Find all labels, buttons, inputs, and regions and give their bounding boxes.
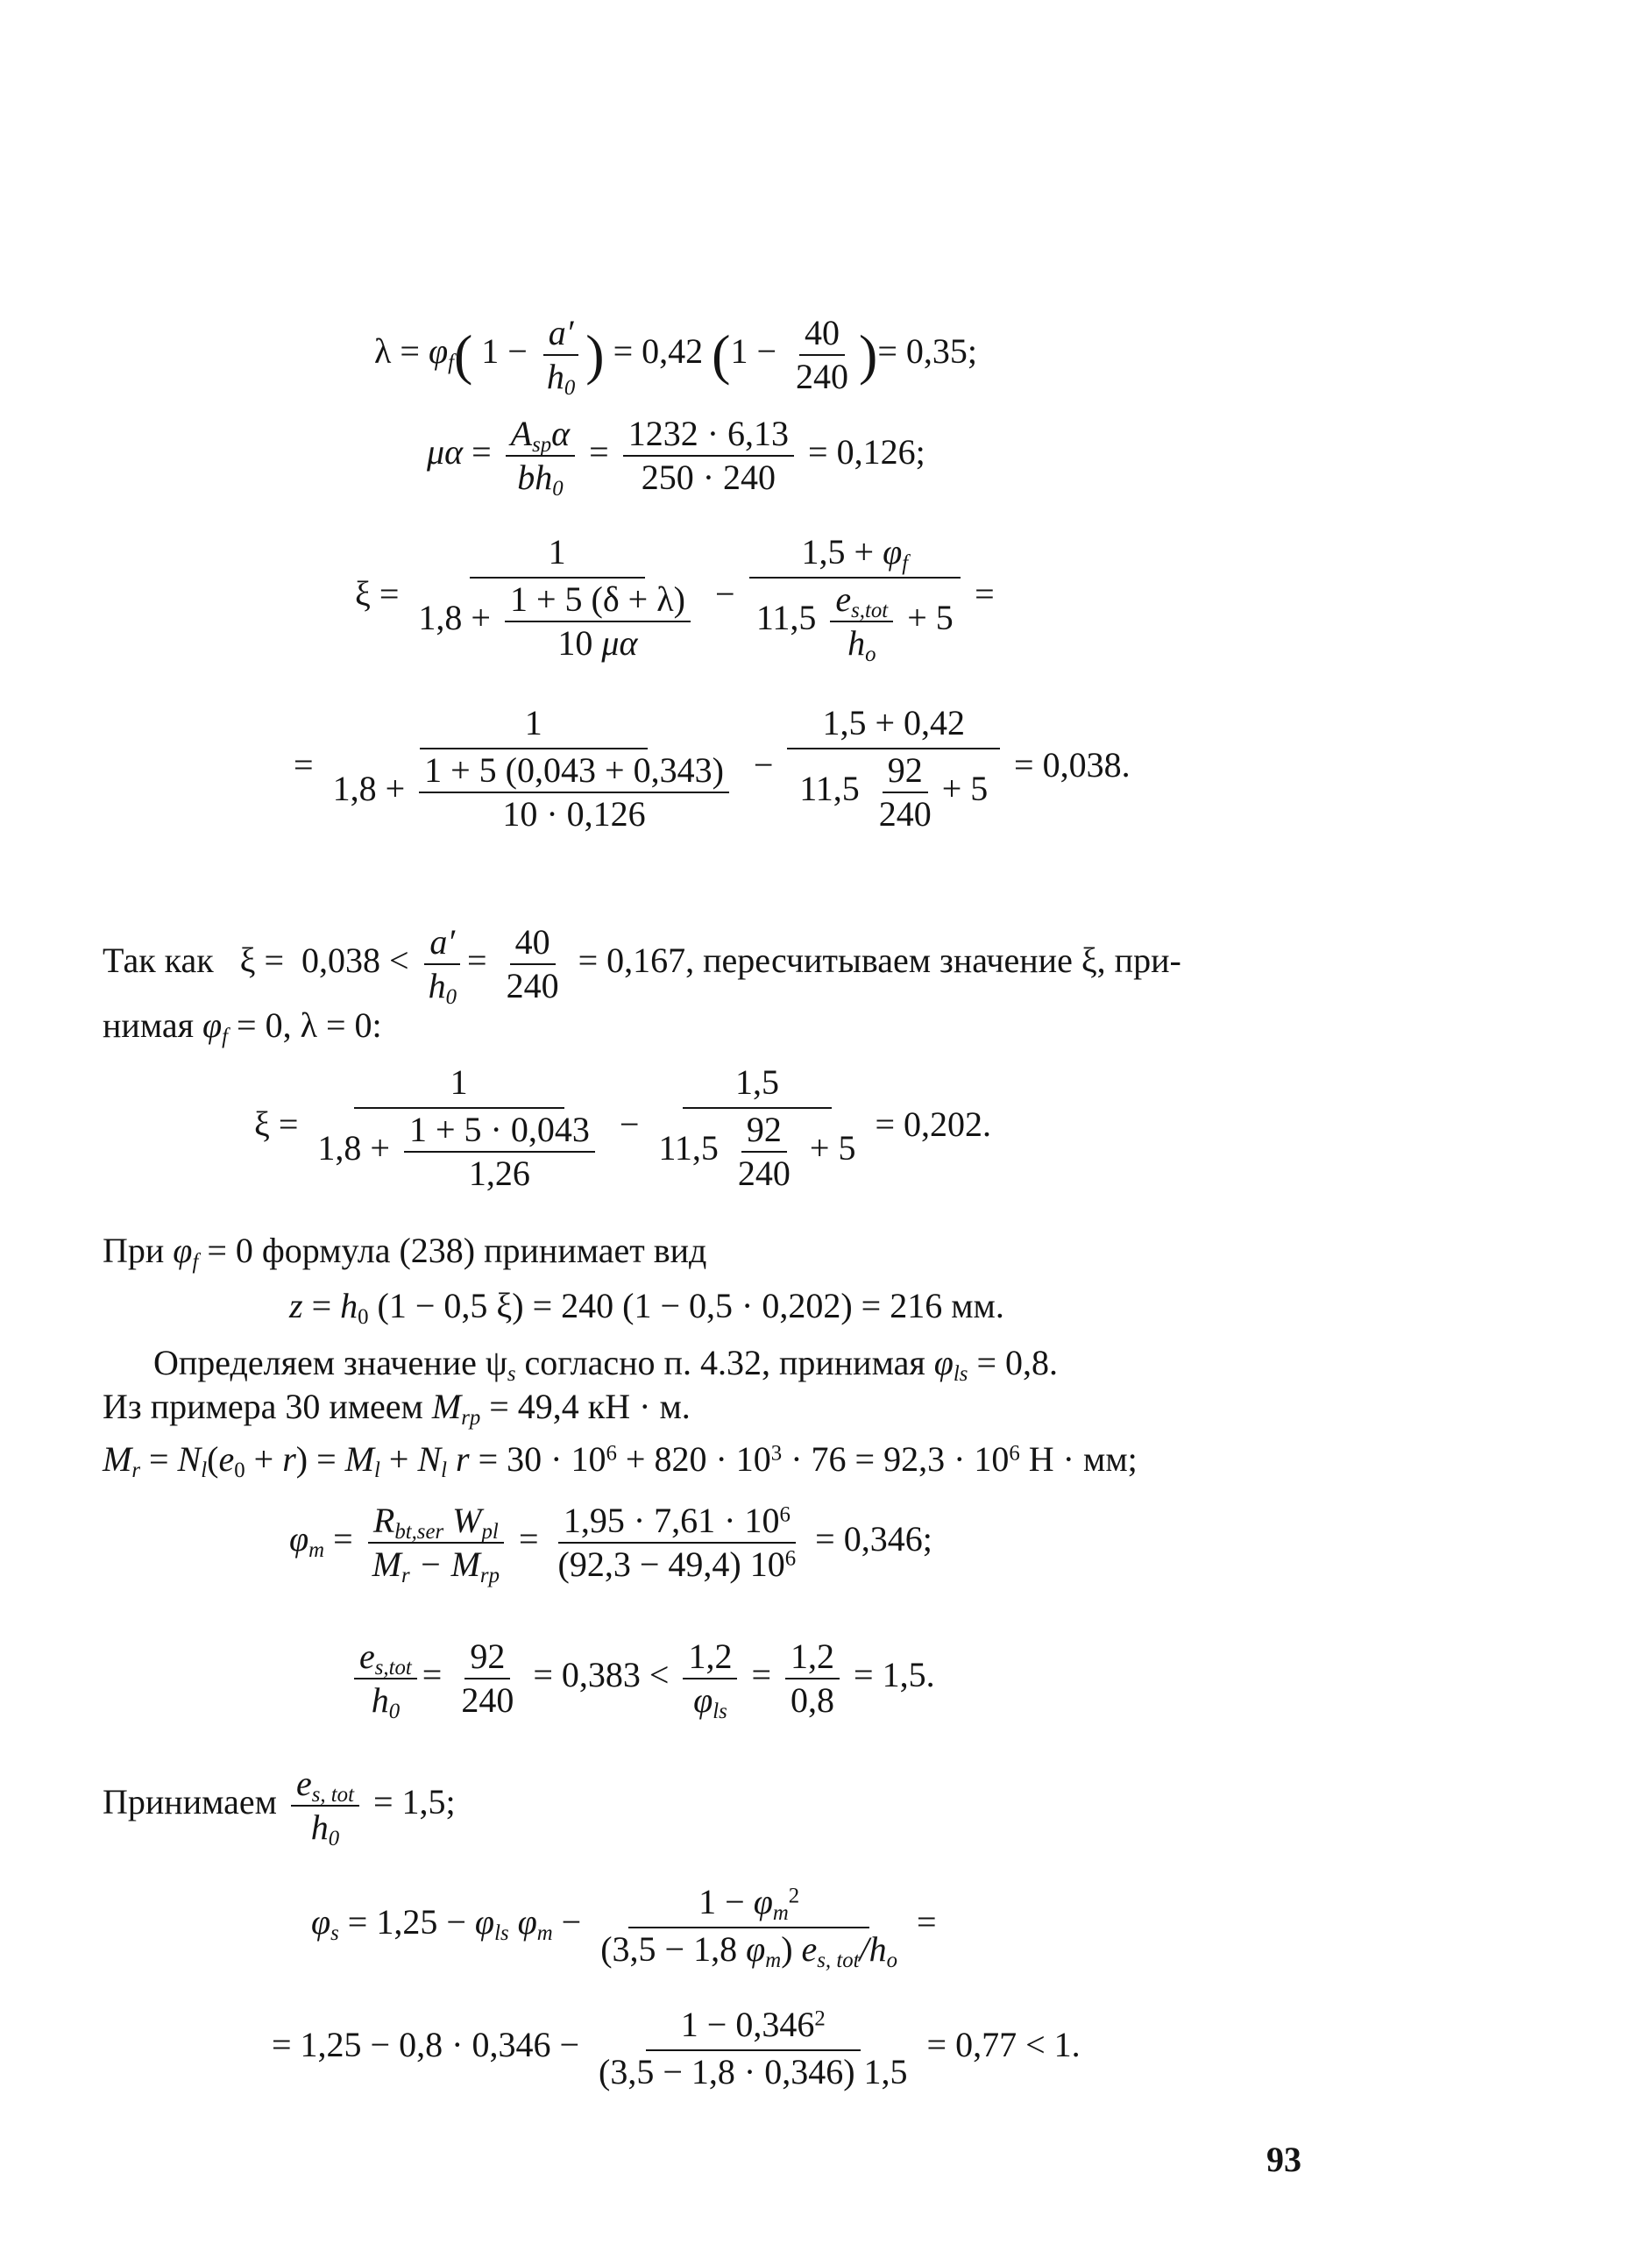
text-pri: При $\varphi_f = 0$ формула (238) принимает вид bbox=[103, 1231, 707, 1274]
equation-xi-numeric: = 1 1,8 + $\frac{1 + 5 (0,043 + 0,343)}{10 \cdot 0,126}$ − 1,5 + 0,42 11,5 $\frac{92}{240}$ + 5 = 0,038. bbox=[294, 703, 1131, 834]
equation-lambda: $\lambda = \varphi_f$( 1 − $\frac{a'}{h_0}$ ) = 0,42 (1 − $\frac{40}{240}$ )= 0,35; bbox=[374, 313, 977, 400]
text-opredelyaem: Определяем значение $\psi_s$ согласно п. 4.32, принимая $\varphi_{ls} = 0,8$. bbox=[153, 1343, 1059, 1386]
equation-xi-general: ξ = 1 1,8 + $\frac{1 + 5 (\delta + \lambda)}{10 \mu\alpha}$ − $1,5 + \varphi_f$ 11,5 $\frac{e_{s,tot}}{h_o}$ + 5 = bbox=[355, 532, 995, 666]
text-iz-primera: Из примера 30 имеем $M_{rp} = 49,4$ кН · м. bbox=[103, 1387, 691, 1430]
equation-phi-m: $\varphi_m$ = $\frac{R_{bt,ser} W_{pl}}{M_r - M_{rp}}$ = $\frac{1,95 \cdot 7,61 \cdot 10^6}{(92,3 - 49,4) 10^6}$ = 0,346; bbox=[289, 1501, 932, 1587]
equation-m-r: $M_r = N_l(e_0 + r) = M_l + N_l$ $r = 30 \cdot 10^6 + 820 \cdot 10^3 \cdot 76 = 92,3 \cdot 10^6$ Н · мм; bbox=[103, 1439, 1138, 1482]
page-number: 93 bbox=[1266, 2140, 1301, 2179]
equation-mu-alpha: μα = $\frac{A_{sp}\alpha}{bh_0}$ = $\frac{1232 \cdot 6,13}{250 \cdot 240}$ = 0,126; bbox=[427, 414, 925, 501]
text-tak-kak: Так как ξ = 0,038 < $\frac{a'}{h_0}$ = $\frac{40}{240}$ = 0,167, пересчитываем значение ξ, при- bbox=[103, 922, 1181, 1009]
text-prinimaem: Принимаем $\frac{e_{s, tot}}{h_0}$ = 1,5; bbox=[103, 1764, 456, 1850]
equation-z: $z = h_0$ (1 − 0,5 ξ) = 240 (1 − 0,5 · 0,202) = 216 мм. bbox=[289, 1286, 1004, 1329]
equation-phi-s: $\varphi_s = 1,25 - \varphi_{ls}$ $\varphi_m$ − $\frac{1 - \varphi_m^2}{(3,5 - 1,8 \varphi_m) e_{s, tot}/h_o}$ = bbox=[311, 1882, 937, 1972]
equation-es-ratio: $\frac{e_{s,tot}}{h_0}$ = $\frac{92}{240}$ = 0,383 < $\frac{1,2}{\varphi_{ls}}$ = $\frac{1,2}{0,8}$ = 1,5. bbox=[349, 1639, 935, 1718]
equation-phi-s-numeric: = 1,25 − 0,8 · 0,346 − $\frac{1 - 0,346^2}{(3,5 - 1,8 \cdot 0,346) 1,5}$ = 0,77 < 1. bbox=[272, 2005, 1081, 2091]
equation-xi-recalc: ξ = 1 1,8 + $\frac{1 + 5 \cdot 0,043}{1,26}$ − 1,5 11,5 $\frac{92}{240}$ + 5 = 0,202. bbox=[254, 1062, 992, 1193]
text-nimaya: нимая $\varphi_f = 0$, λ = 0: bbox=[103, 1005, 382, 1048]
